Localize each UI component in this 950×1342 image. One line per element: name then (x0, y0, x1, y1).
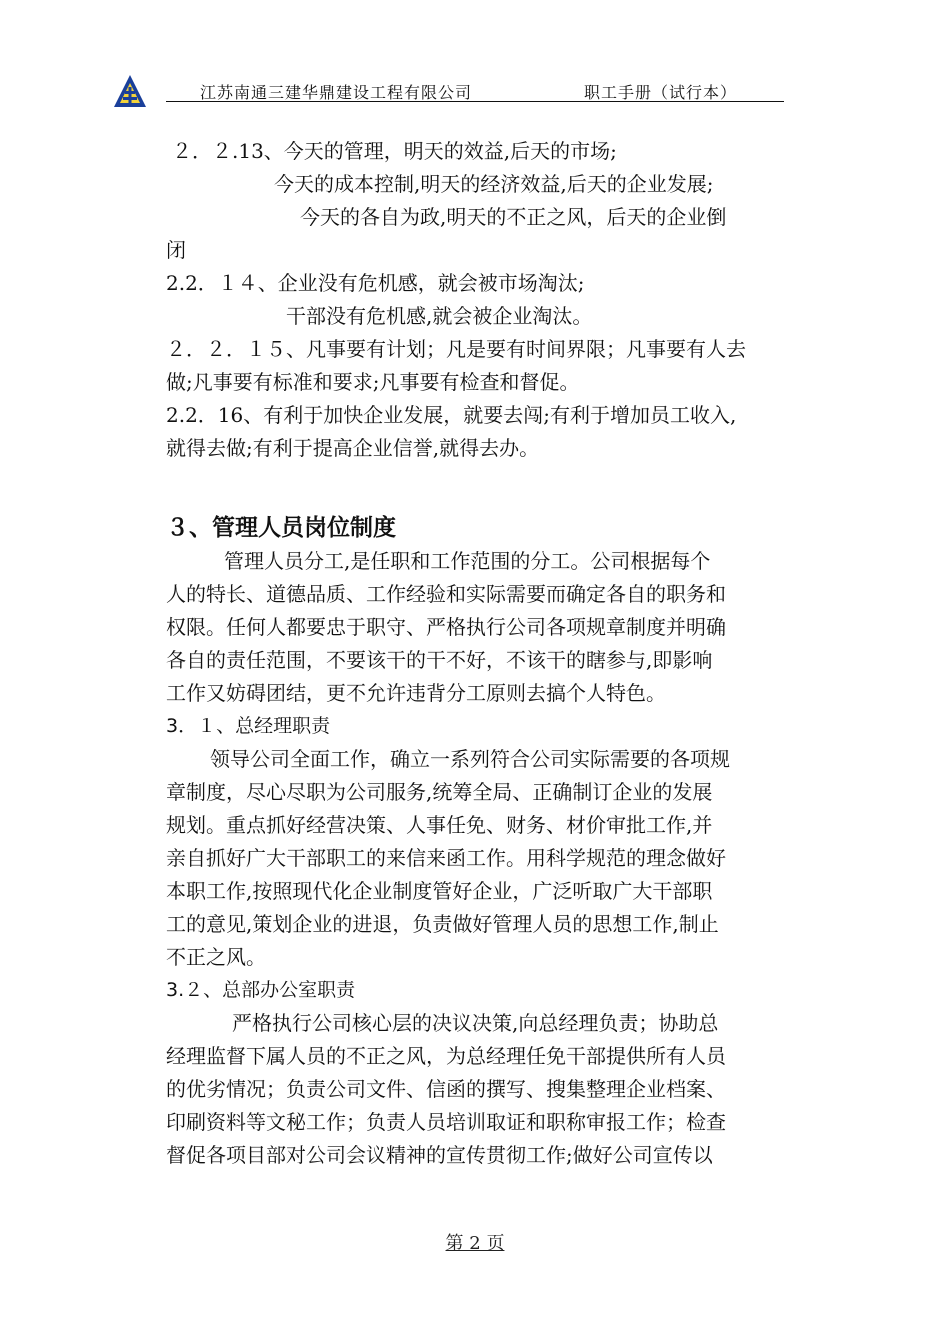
paragraph-line: 严格执行公司核心层的决议决策,向总经理负责；协助总 (232, 1011, 719, 1035)
paragraph-line: 2.2．１４、企业没有危机感，就会被市场淘汰; (166, 271, 585, 295)
paragraph-line: 闭 (166, 238, 186, 262)
subsection-heading: 3．１、总经理职责 (166, 715, 331, 737)
paragraph-line: 亲自抓好广大干部职工的来信来函工作。用科学规范的理念做好 (166, 846, 726, 870)
paragraph-line: 领导公司全面工作，确立一系列符合公司实际需要的各项规 (210, 747, 730, 771)
paragraph-line: 规划。重点抓好经营决策、人事任免、财务、材价审批工作,并 (166, 813, 713, 837)
subsection-heading: 3.２、总部办公室职责 (166, 979, 356, 1001)
header-manual-title: 职工手册（试行本） (584, 83, 738, 102)
paragraph-line: ２．２．１５、凡事要有计划；凡是要有时间界限；凡事要有人去 (166, 337, 746, 361)
paragraph-line: 本职工作,按照现代化企业制度管好企业，广泛听取广大干部职 (166, 879, 713, 903)
paragraph-line: 人的特长、道德品质、工作经验和实际需要而确定各自的职务和 (166, 582, 726, 606)
paragraph-line: 章制度，尽心尽职为公司服务,统筹全局、正确制订企业的发展 (166, 780, 713, 804)
page-header (112, 68, 784, 108)
paragraph-line: 管理人员分工,是任职和工作范围的分工。公司根据每个 (224, 549, 711, 573)
paragraph-line: 印刷资料等文秘工作；负责人员培训取证和职称审报工作；检查 (166, 1110, 726, 1134)
header-rule (166, 101, 784, 102)
paragraph-line: 2.2．16、有利于加快企业发展，就要去闯;有利于增加员工收入, (166, 403, 737, 427)
section-heading: ３、管理人员岗位制度 (166, 515, 396, 541)
paragraph-line: 就得去做;有利于提高企业信誉,就得去办。 (166, 436, 540, 460)
header-company-name: 江苏南通三建华鼎建设工程有限公司 (200, 83, 473, 102)
section-gap (166, 465, 796, 508)
paragraph-line: 经理监督下属人员的不正之风，为总经理任免干部提供所有人员 (166, 1044, 726, 1068)
paragraph-line: 督促各项目部对公司会议精神的宣传贯彻工作;做好公司宣传以 (166, 1143, 713, 1167)
page-body (166, 135, 796, 1172)
paragraph-line: 不正之风。 (166, 945, 266, 969)
company-logo-icon (112, 73, 148, 109)
paragraph-line: 工作又妨碍团结，更不允许违背分工原则去搞个人特色。 (166, 681, 666, 705)
paragraph-line: 今天的各自为政,明天的不正之风，后天的企业倒 (300, 205, 727, 229)
paragraph-line: 干部没有危机感,就会被企业淘汰。 (286, 304, 593, 328)
paragraph-line: 今天的成本控制,明天的经济效益,后天的企业发展; (274, 172, 714, 196)
page-footer (0, 1229, 950, 1255)
paragraph-line: ２．２.13、今天的管理，明天的效益,后天的市场; (172, 139, 617, 163)
paragraph-line: 各自的责任范围，不要该干的干不好，不该干的瞎参与,即影响 (166, 648, 713, 672)
paragraph-line: 的优劣情况；负责公司文件、信函的撰写、搜集整理企业档案、 (166, 1077, 726, 1101)
paragraph-line: 工的意见,策划企业的进退，负责做好管理人员的思想工作,制止 (166, 912, 719, 936)
paragraph-line: 权限。任何人都要忠于职守、严格执行公司各项规章制度并明确 (166, 615, 726, 639)
page-number: 第 2 页 (445, 1233, 505, 1254)
paragraph-line: 做;凡事要有标准和要求;凡事要有检查和督促。 (166, 370, 580, 394)
